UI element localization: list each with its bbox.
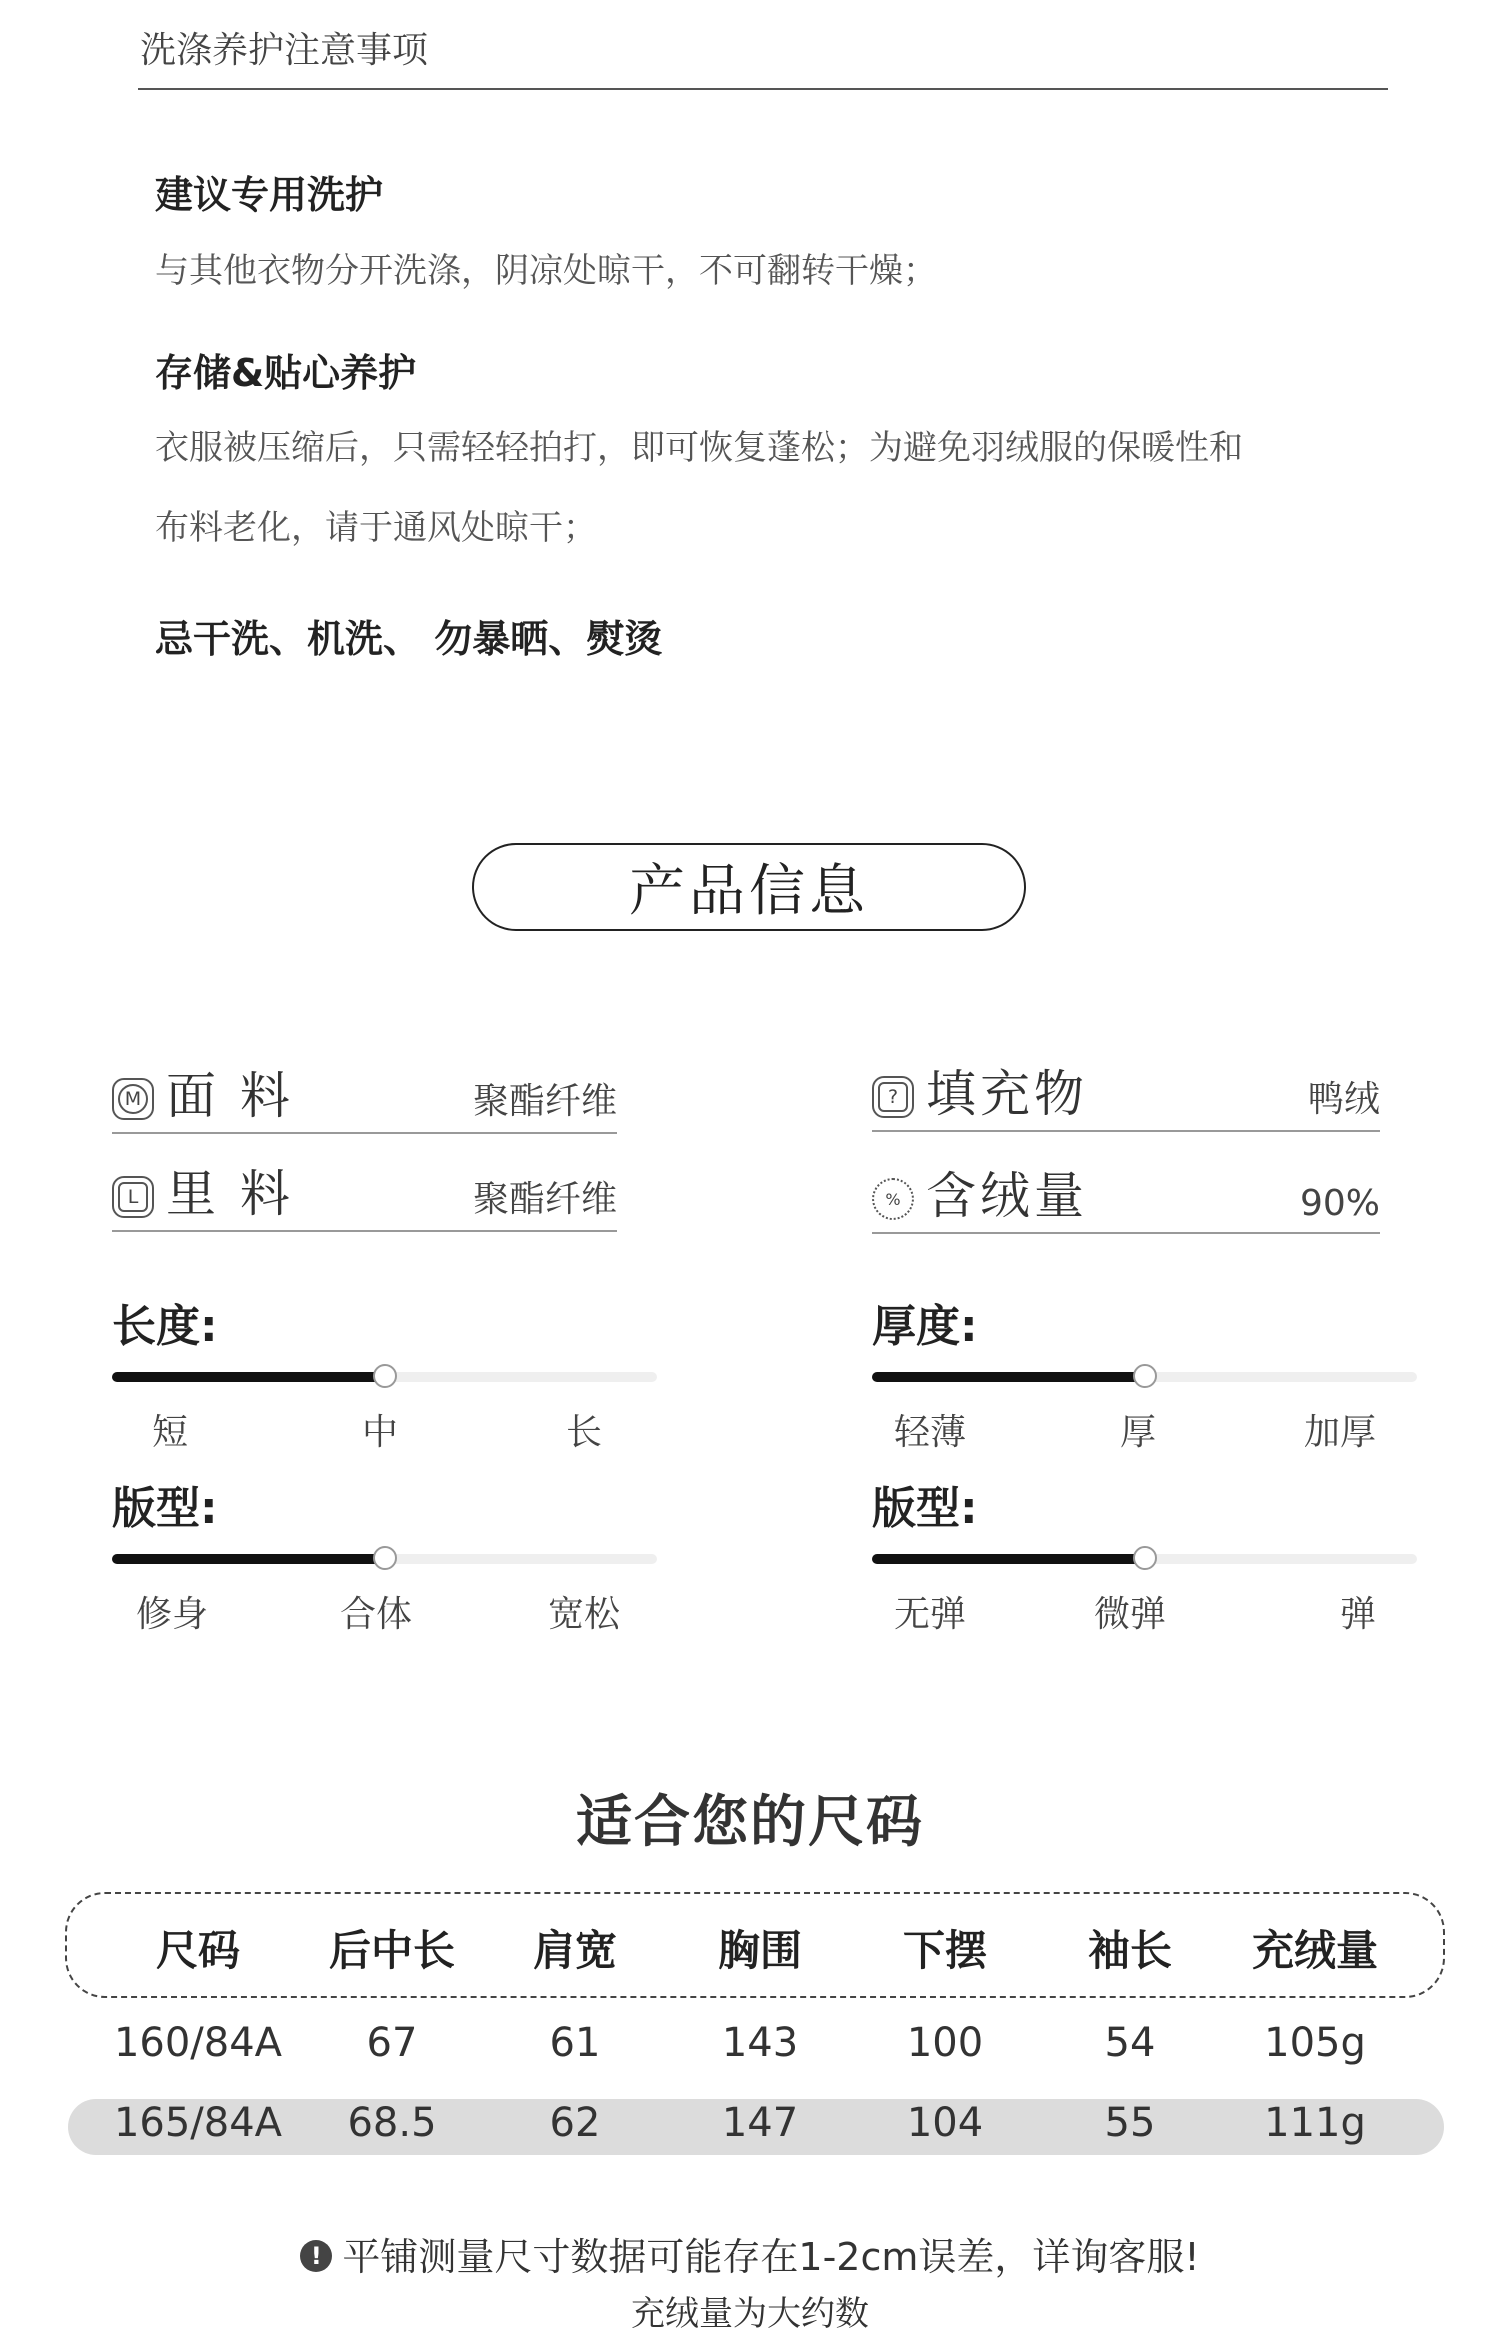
product-info-title: 产品信息 — [472, 843, 1026, 931]
m-circle-icon: M — [112, 1078, 154, 1120]
material-label: 填充物 — [926, 1065, 1088, 1123]
scale-tick: 合体 — [340, 1594, 413, 1635]
material-value: 聚酯纤维 — [472, 1179, 617, 1220]
scale-tick: 长 — [566, 1412, 603, 1453]
size-col-header: 后中长 — [328, 1926, 455, 1975]
size-table-cell: 165/84A — [113, 2100, 283, 2146]
size-table-cell: 68.5 — [347, 2100, 437, 2146]
material-label: 里 料 — [166, 1165, 294, 1223]
scale-tick: 轻薄 — [894, 1412, 967, 1453]
size-table-cell: 100 — [906, 2020, 984, 2066]
size-table-cell: 61 — [549, 2020, 601, 2066]
scale-title: 厚度: — [872, 1301, 978, 1352]
size-table-title: 适合您的尺码 — [576, 1790, 924, 1855]
measure-note — [0, 2226, 1500, 2281]
material-value: 90% — [1299, 1183, 1380, 1224]
size-table-cell: 143 — [721, 2020, 799, 2066]
scale-tick: 加厚 — [1304, 1412, 1377, 1453]
care-text-1: 与其他衣物分开洗涤，阴凉处晾干，不可翻转干燥； — [155, 251, 937, 291]
scale-title: 长度: — [112, 1301, 218, 1352]
scale-tick: 无弹 — [894, 1594, 967, 1635]
care-title: 洗涤养护注意事项 — [140, 30, 429, 71]
material-value: 鸭绒 — [1307, 1079, 1380, 1120]
size-col-header: 充绒量 — [1251, 1926, 1378, 1975]
size-table-cell: 67 — [366, 2020, 418, 2066]
size-table-cell: 104 — [906, 2100, 984, 2146]
scale-tick: 宽松 — [548, 1594, 621, 1635]
scale-tick: 微弹 — [1094, 1594, 1167, 1635]
size-table-cell: 111g — [1264, 2100, 1366, 2146]
care-heading-1: 建议专用洗护 — [155, 173, 384, 217]
scale-tick: 修身 — [136, 1594, 209, 1635]
size-table-cell: 160/84A — [113, 2020, 283, 2066]
scale-tick: 弹 — [1340, 1594, 1377, 1635]
size-table-cell: 55 — [1104, 2100, 1156, 2146]
size-table-cell: 62 — [549, 2100, 601, 2146]
exclamation-icon: ! — [300, 2240, 332, 2272]
scale-tick: 中 — [362, 1412, 399, 1453]
question-square-icon: ? — [872, 1076, 914, 1118]
scale-tick: 短 — [152, 1412, 189, 1453]
size-col-header: 肩宽 — [532, 1926, 617, 1975]
scale-title: 版型: — [872, 1483, 978, 1534]
material-label: 含绒量 — [926, 1167, 1088, 1225]
size-table-cell: 54 — [1104, 2020, 1156, 2066]
care-heading-2: 存储&贴心养护 — [155, 351, 417, 395]
size-col-header: 胸围 — [717, 1926, 802, 1975]
care-text-2b: 布料老化，请于通风处晾干； — [155, 508, 597, 548]
material-label: 面 料 — [166, 1067, 294, 1125]
scale-tick: 厚 — [1120, 1412, 1157, 1453]
scale-title: 版型: — [112, 1483, 218, 1534]
size-col-header: 下摆 — [902, 1926, 987, 1975]
percent-dial-icon: % — [872, 1178, 914, 1220]
size-table-cell: 147 — [721, 2100, 799, 2146]
partial-note: 充绒量为大约数 — [631, 2294, 869, 2334]
size-table-cell: 105g — [1264, 2020, 1366, 2066]
care-warning: 忌干洗、机洗、 勿暴晒、熨烫 — [155, 617, 663, 661]
care-text-2a: 衣服被压缩后，只需轻轻拍打，即可恢复蓬松；为避免羽绒服的保暖性和 — [155, 428, 1243, 468]
measure-note-text: 平铺测量尺寸数据可能存在1-2cm误差，详询客服! — [342, 2235, 1200, 2279]
size-col-header: 尺码 — [155, 1926, 240, 1975]
l-square-icon: L — [112, 1176, 154, 1218]
material-value: 聚酯纤维 — [472, 1081, 617, 1122]
size-col-header: 袖长 — [1087, 1926, 1172, 1975]
